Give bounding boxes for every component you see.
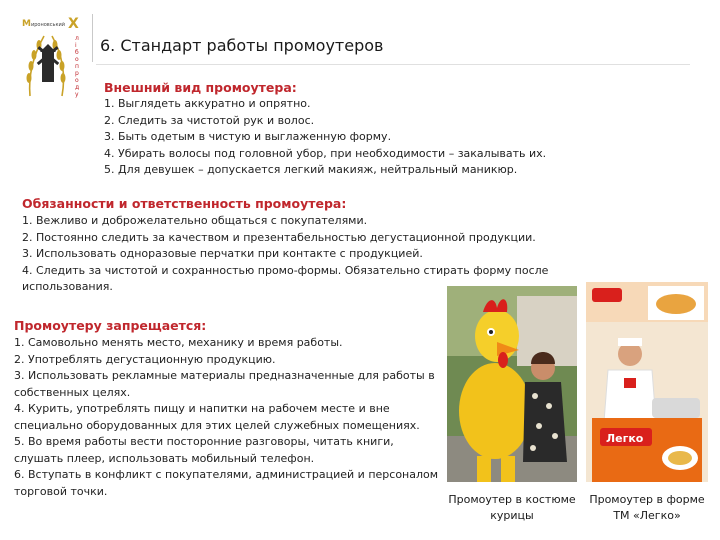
chicken-costume-photo	[447, 286, 577, 482]
svg-text:о: о	[75, 56, 79, 63]
list-item: 5. Во время работы вести посторонние разговоры, читать книги, слушать плеер, использовать мобильный телефон.	[14, 435, 394, 465]
list-item: 4. Убирать волосы под головной убор, при необходимости – закалывать их.	[104, 146, 547, 160]
list-item: 4. Следить за чистотой и сохранностью промо-формы. Обязательно стирать форму после использования.	[22, 263, 549, 293]
list-item: 2. Постоянно следить за качеством и презентабельностью дегустационной продукции.	[22, 230, 536, 244]
prohibited-list	[14, 335, 444, 500]
svg-text:б: б	[75, 49, 79, 56]
list-item: 3. Использовать рекламные материалы предназначенные для работы в собственных целях.	[14, 369, 435, 399]
list-item: 2. Следить за чистотой рук и волос.	[104, 113, 315, 127]
list-item: 3. Быть одетым в чистую и выглаженную форму.	[104, 130, 392, 143]
svg-text:д: д	[75, 84, 80, 91]
legko-brand-label: Легко	[606, 432, 644, 445]
logo-graphic	[20, 14, 84, 102]
svg-text:у: у	[75, 91, 79, 98]
list-item: 3. Использовать одноразовые перчатки при контакте с продукцией.	[22, 247, 423, 260]
svg-text:і: і	[75, 42, 77, 49]
duties-list	[22, 213, 582, 296]
title-divider-vertical	[92, 14, 93, 62]
legko-photo-caption: Промоутер в форме ТМ «Легко»	[589, 493, 705, 522]
list-item: 6. Вступать в конфликт с покупателями, администрацией и персоналом торговой точки.	[14, 468, 439, 498]
chicken-photo-caption: Промоутер в костюме курицы	[448, 493, 576, 522]
list-item: 1. Самовольно менять место, механику и время работы.	[14, 336, 343, 349]
appearance-heading: Внешний вид промоутера:	[104, 80, 297, 95]
svg-text:л: л	[75, 35, 79, 42]
list-item: 2. Употреблять дегустационную продукцию.	[14, 352, 276, 366]
company-logo	[20, 14, 84, 102]
prohibited-heading: Промоутеру запрещается:	[14, 318, 207, 333]
list-item: 1. Выглядеть аккуратно и опрятно.	[104, 97, 311, 110]
legko-uniform-photo	[586, 282, 708, 482]
svg-text:М: М	[22, 19, 31, 29]
svg-text:р: р	[75, 70, 79, 77]
svg-text:ироновський: ироновський	[31, 22, 65, 28]
title-divider-horizontal	[96, 64, 690, 65]
slide-title: 6. Стандарт работы промоутеров	[100, 36, 384, 55]
list-item: 5. Для девушек – допускается легкий макияж, нейтральный маникюр.	[104, 163, 518, 176]
list-item: 1. Вежливо и доброжелательно общаться с покупателями.	[22, 214, 368, 227]
duties-heading: Обязанности и ответственность промоутера:	[22, 196, 347, 211]
svg-text:Х: Х	[68, 16, 79, 32]
appearance-list	[104, 96, 546, 179]
svg-text:п: п	[75, 63, 79, 70]
list-item: 4. Курить, употреблять пищу и напитки на рабочем месте и вне специально оборудованных для этих целей служебных помещениях.	[14, 402, 420, 432]
svg-text:о: о	[75, 77, 79, 84]
